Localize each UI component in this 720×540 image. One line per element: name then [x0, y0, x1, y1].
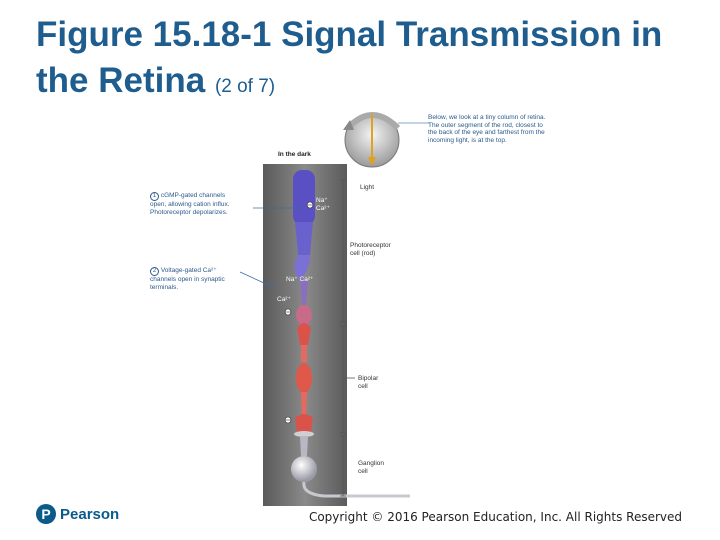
step1-number: 1 — [150, 192, 159, 201]
top-note-line-4: incoming light, is at the top. — [428, 136, 507, 144]
bipolar-line-1: Bipolar — [358, 375, 379, 382]
calcium-channel-bipolar — [285, 417, 291, 423]
na-ca-label: Na⁺ Ca²⁺ — [286, 276, 314, 283]
calcium-label: Ca²⁺ — [316, 205, 330, 212]
light-label: Light — [360, 184, 375, 191]
photoreceptor-label — [350, 242, 391, 257]
step2-line-1: Voltage-gated Ca²⁺ — [160, 267, 217, 274]
ganglion-label — [358, 460, 384, 475]
slide-title-text: Figure 15.18-1 Signal Transmission in the Retina — [36, 15, 663, 100]
bipolar-label — [358, 375, 378, 390]
step1-line-3: Photoreceptor depolarizes. — [150, 208, 228, 216]
slide-title — [36, 12, 706, 110]
bipolar-line-2: cell — [358, 382, 368, 390]
step1-annotation — [150, 192, 230, 216]
photoreceptor-line-2: cell (rod) — [350, 249, 376, 257]
retina-diagram — [140, 100, 580, 510]
in-the-dark-label: In the dark — [278, 151, 311, 158]
slide-subtitle: (2 of 7) — [214, 76, 276, 97]
pearson-logo — [36, 504, 126, 526]
sodium-label: Na⁺ — [316, 197, 328, 204]
retina-figure — [140, 100, 580, 510]
step2-number: 2 — [150, 267, 159, 276]
top-note-line-1: Below, we look at a tiny column of retina. — [428, 114, 546, 121]
step2-annotation — [150, 267, 225, 291]
calcium-label-terminal: Ca²⁺ — [277, 296, 291, 303]
step1-line-2: open, allowing cation influx. — [150, 201, 230, 208]
pearson-logo-icon: P — [36, 504, 56, 524]
top-note-line-3: the back of the eye and farthest from the — [428, 129, 545, 136]
copyright-notice: Copyright © 2016 Pearson Education, Inc. All Rights Reserved — [308, 510, 682, 524]
step2-line-2: channels open in synaptic — [150, 276, 225, 283]
photoreceptor-line-1: Photoreceptor — [350, 242, 391, 249]
ganglion-line-2: cell — [358, 467, 368, 475]
step1-line-1: cGMP-gated channels — [160, 192, 226, 199]
cgmp-channel — [307, 202, 313, 208]
pearson-logo-text: Pearson — [60, 506, 120, 523]
top-note-line-2: The outer segment of the rod, closest to — [428, 121, 543, 129]
ganglion-line-1: Ganglion — [358, 460, 385, 467]
step2-line-3: terminals. — [150, 283, 179, 291]
eye-icon — [343, 113, 399, 167]
top-note — [428, 114, 545, 144]
calcium-channel-rod — [285, 309, 291, 315]
